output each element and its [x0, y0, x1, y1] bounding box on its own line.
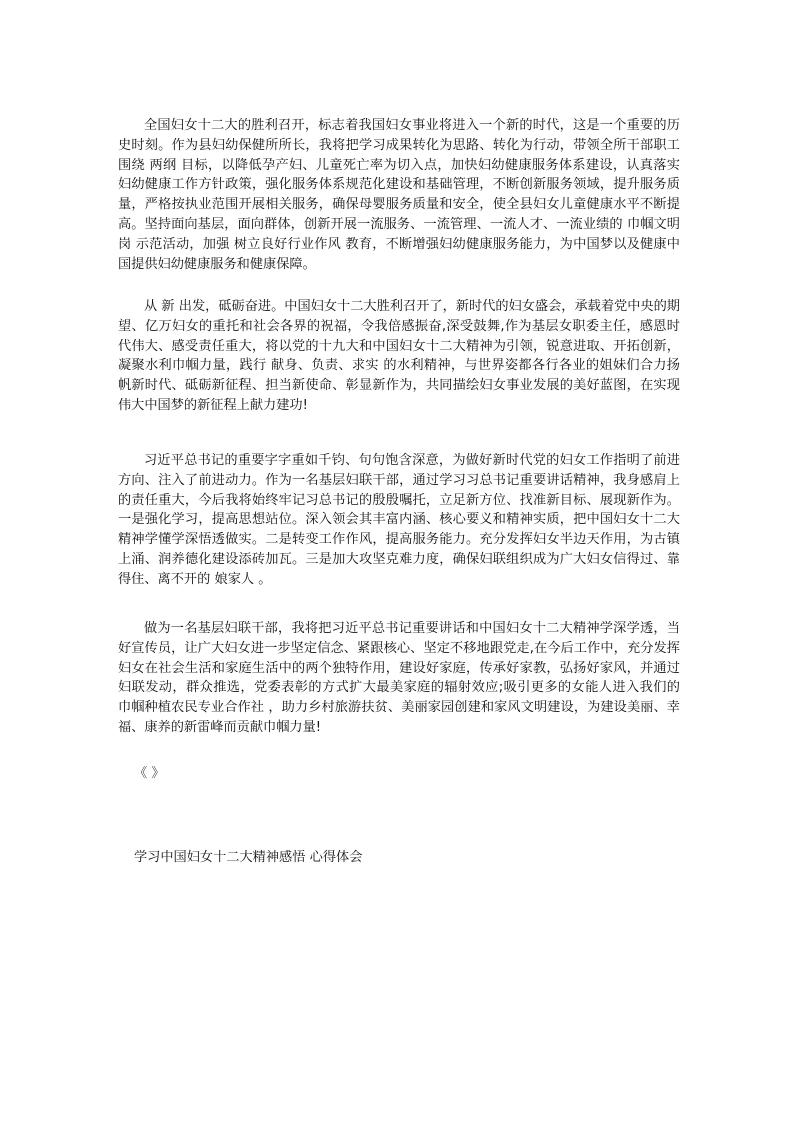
body-paragraph-3: 习近平总书记的重要字字重如千钧、句句饱含深意，为做好新时代党的妇女工作指明了前进方向、注入了前进动力。作为一名基层妇联干部，通过学习习总书记重要讲话精神，我身感肩上的责任重大，今后我将始终牢记习总书记的殷殷嘱托，立足新方位、找准新目标、展现新作为。一是强化学习，提高思想站位。深入领会其丰富内涵、核心要义和精神实质，把中国妇女十二大精神学懂学深悟透做实。二是转变工作作风，提高服务能力。充分发挥妇女半边天作用，为古镇上涌、润养德化建设添砖加瓦。三是加大攻坚克难力度，确保妇联组织成为广大妇女信得过、靠得住、离不开的 娘家人 。: [118, 453, 680, 587]
footer-title: 学习中国妇女十二大精神感悟 心得体会: [134, 850, 363, 865]
body-paragraph-4: 做为一名基层妇联干部，我将把习近平总书记重要讲话和中国妇女十二大精神学深学透，当好宣传员，让广大妇女进一步坚定信念、紧跟核心、坚定不移地跟党走,在今后工作中，充分发挥妇女在社会生活和家庭生活中的两个独特作用，建设好家庭，传承好家教，弘扬好家风，并通过妇联发动，群众推选，党委表彰的方式扩大最美家庭的辐射效应;吸引更多的女能人进入我们的 巾帼种植农民专业合作社 ，助力乡村旅游扶贫、美丽家园创建和家风文明建设，为建设美丽、幸福、康养的新雷峰而贡献巾帼力量!: [118, 621, 680, 735]
body-paragraph-2: 从 新 出发，砥砺奋进。中国妇女十二大胜利召开了，新时代的妇女盛会，承载着党中央的期望、亿万妇女的重托和社会各界的祝福，令我倍感振奋,深受鼓舞,作为基层女职委主任，感恩时代伟大、感受责任重大，将以党的十九大和中国妇女十二大精神为引领，锐意进取、开拓创新，凝聚水利巾帼力量，践行 献身、负责、求实 的水利精神，与世界姿都各行各业的姐妹们合力扬帆新时代、砥砺新征程、担当新使命、彰显新作为，共同描绘妇女事业发展的美好蓝图，在实现伟大中国梦的新征程上献力建功!: [118, 299, 680, 413]
title-marks: 《 》: [134, 766, 165, 781]
body-paragraph-1: 全国妇女十二大的胜利召开，标志着我国妇女事业将进入一个新的时代，这是一个重要的历史时刻。作为县妇幼保健所所长，我将把学习成果转化为思路、转化为行动，带领全所干部职工围绕 两纲 目标，以降低孕产妇、儿童死亡率为切入点，加快妇幼健康服务体系建设，认真落实妇幼健康工作方针政策，强化服务体系规范化建设和基础管理，不断创新服务领域，提升服务质量，严格按执业范围开展相关服务，确保母婴服务质量和安全，使全县妇女儿童健康水平不断提高。坚持面向基层，面向群体，创新开展一流服务、一流管理、一流人才、一流业绩的 巾帼文明岗 示范活动，加强 树立良好行业作风 教育，不断增强妇幼健康服务能力，为中国梦以及健康中国提供妇幼健康服务和健康保障。: [118, 118, 680, 272]
